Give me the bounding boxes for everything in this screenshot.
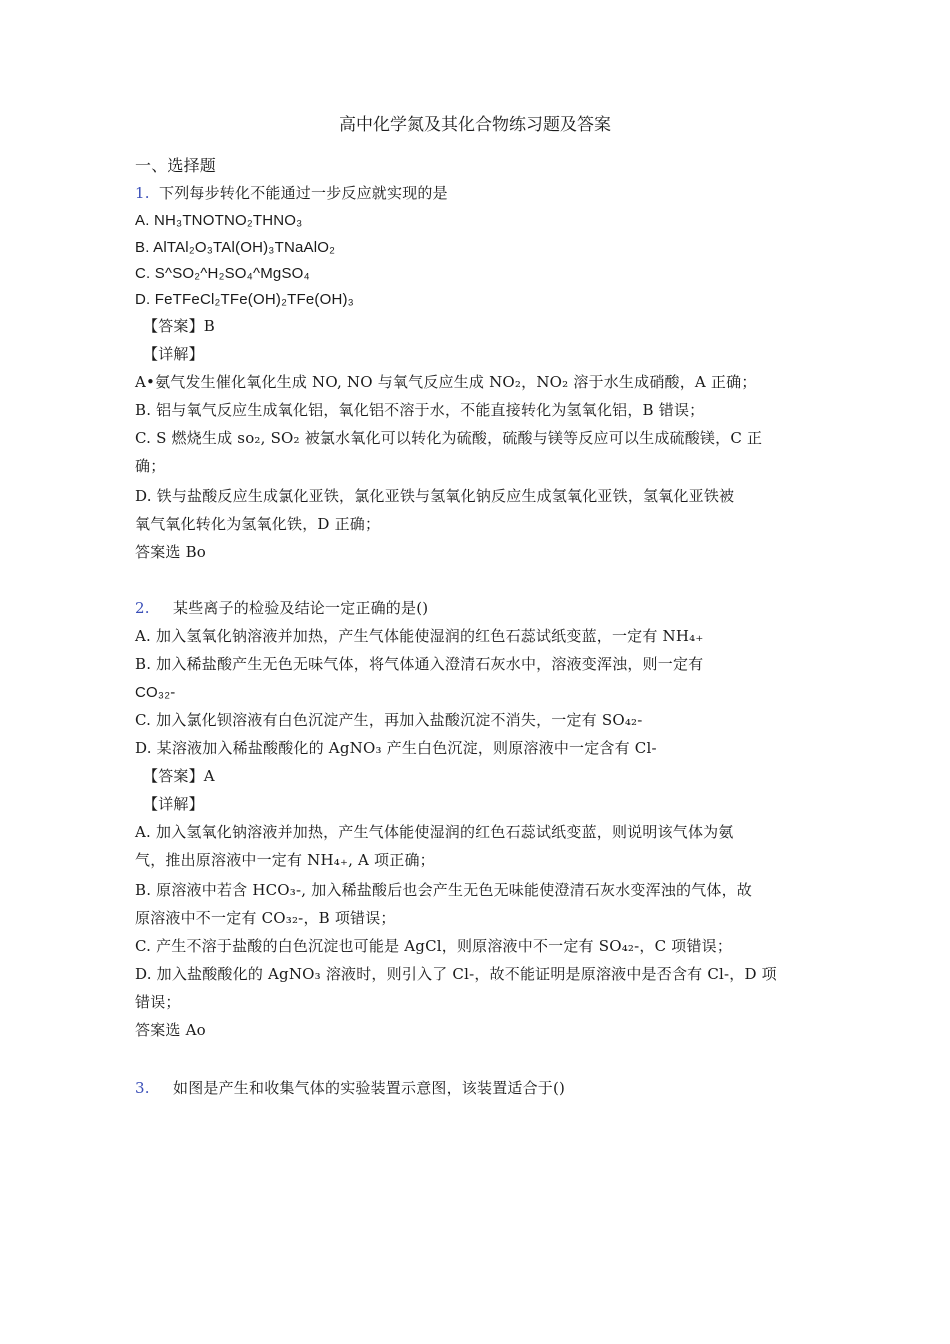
- q2-option-b: B. 加入稀盐酸产生无色无味气体，将气体通入澄清石灰水中，溶液变浑浊，则一定有: [135, 655, 704, 673]
- q2-detail-line: A. 加入氢氧化钠溶液并加热，产生气体能使湿润的红色石蕊试纸变蓝，则说明该气体为氨: [135, 823, 734, 841]
- q1-option-b: B. AlTAl₂O₃TAl(OH)₃TNaAlO₂: [135, 239, 336, 256]
- q1-detail-line: A•氨气发生催化氧化生成 NO, NO 与氧气反应生成 NO₂，NO₂ 溶于水生成硝酸，A 正确；: [135, 373, 757, 391]
- q1-detail-label: 【详解】: [143, 345, 204, 363]
- question-text: 如图是产生和收集气体的实验装置示意图，该装置适合于(): [173, 1079, 566, 1097]
- question-1-stem: [135, 183, 448, 203]
- q2-detail-line: B. 原溶液中若含 HCO₃-, 加入稀盐酸后也会产生无色无味能使澄清石灰水变浑浊的气体，故: [135, 881, 753, 899]
- q2-option-b-continued: CO₃₂-: [135, 684, 176, 701]
- q1-detail-line: 氧气氧化转化为氢氧化铁，D 正确；: [135, 515, 381, 533]
- q1-option-d: D. FeTFeCl₂TFe(OH)₂TFe(OH)₃: [135, 291, 354, 308]
- q2-option-a: A. 加入氢氧化钠溶液并加热，产生气体能使湿润的红色石蕊试纸变蓝，一定有 NH₄₊: [135, 627, 704, 645]
- q2-detail-line: 错误；: [135, 993, 181, 1011]
- q2-final-answer: 答案选 Ao: [135, 1021, 206, 1039]
- q2-option-d: D. 某溶液加入稀盐酸酸化的 AgNO₃ 产生白色沉淀，则原溶液中一定含有 Cl-: [135, 739, 657, 757]
- q2-answer: 【答案】A: [143, 767, 215, 785]
- q1-option-c: C. S^SO₂^H₂SO₄^MgSO₄: [135, 265, 310, 282]
- q2-detail-line: 气，推出原溶液中一定有 NH₄₊, A 项正确；: [135, 851, 435, 869]
- question-3-stem: [135, 1078, 565, 1098]
- q1-detail-line: B. 铝与氧气反应生成氧化铝，氧化铝不溶于水，不能直接转化为氢氧化铝，B 错误；: [135, 401, 705, 419]
- question-number: 1.: [135, 184, 150, 202]
- q2-detail-line: D. 加入盐酸酸化的 AgNO₃ 溶液时，则引入了 Cl-，故不能证明是原溶液中是否含有 Cl-，D 项: [135, 965, 777, 983]
- question-number: 2.: [135, 599, 150, 617]
- q2-option-c: C. 加入氯化钡溶液有白色沉淀产生，再加入盐酸沉淀不消失，一定有 SO₄₂-: [135, 711, 643, 729]
- q1-option-a: A. NH₃TNOTNO₂THNO₃: [135, 212, 303, 229]
- q2-detail-line: 原溶液中不一定有 CO₃₂-，B 项错误；: [135, 909, 396, 927]
- section-heading: 一、选择题: [135, 156, 217, 175]
- question-text: 下列每步转化不能通过一步反应就实现的是: [159, 184, 448, 202]
- q2-detail-line: C. 产生不溶于盐酸的白色沉淀也可能是 AgCl，则原溶液中不一定有 SO₄₂-，C 项错误；: [135, 937, 733, 955]
- question-text: 某些离子的检验及结论一定正确的是(): [173, 599, 429, 617]
- q1-detail-line: 确；: [135, 457, 166, 475]
- q1-final-answer: 答案选 Bo: [135, 543, 207, 561]
- page-title: 高中化学氮及其化合物练习题及答案: [339, 115, 611, 135]
- q2-detail-label: 【详解】: [143, 795, 204, 813]
- q1-detail-line: D. 铁与盐酸反应生成氯化亚铁，氯化亚铁与氢氧化钠反应生成氢氧化亚铁，氢氧化亚铁被: [135, 487, 735, 505]
- question-number: 3.: [135, 1079, 150, 1097]
- q1-detail-line: C. S 燃烧生成 so₂, SO₂ 被氯水氧化可以转化为硫酸，硫酸与镁等反应可以生成硫酸镁，C 正: [135, 429, 763, 447]
- question-2-stem: [135, 598, 428, 618]
- q1-answer: 【答案】B: [143, 317, 216, 335]
